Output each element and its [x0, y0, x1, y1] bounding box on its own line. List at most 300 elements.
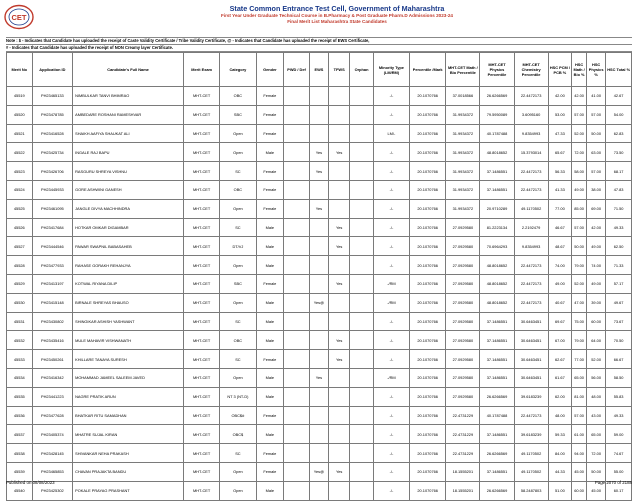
table-cell: Yes@: [309, 293, 328, 312]
table-cell: PH23477933: [32, 256, 73, 275]
table-cell: 47.00: [572, 293, 587, 312]
table-cell: Open: [220, 368, 256, 387]
table-cell: 20.1070766: [410, 444, 446, 463]
table-cell: 65.67: [548, 143, 571, 162]
table-cell: MHT-CET: [184, 481, 220, 500]
table-cell: -/-: [373, 237, 409, 256]
table-cell: -/-: [373, 425, 409, 444]
table-cell: Female: [256, 444, 284, 463]
table-cell: 64.00: [587, 331, 606, 350]
table-cell: 60.00: [587, 312, 606, 331]
table-cell: 42.00: [548, 87, 571, 106]
table-cell: 49.00: [548, 274, 571, 293]
table-cell: 73.50: [606, 143, 632, 162]
table-cell: [329, 387, 350, 406]
table-cell: -/-: [373, 406, 409, 425]
column-header: Gender: [256, 53, 284, 87]
table-row: [7, 444, 632, 463]
table-cell: 79.5950089: [480, 105, 514, 124]
table-cell: 45519: [7, 87, 33, 106]
header-title: State Common Entrance Test Cell, Government of Maharashtra: [229, 4, 445, 13]
table-cell: 45525: [7, 199, 33, 218]
table-cell: 74.67: [606, 444, 632, 463]
table-cell: Yes: [329, 274, 350, 293]
table-cell: [329, 406, 350, 425]
table-cell: [329, 124, 350, 143]
table-cell: -/-: [373, 312, 409, 331]
table-cell: 61.00: [572, 425, 587, 444]
table-cell: 57.00: [587, 162, 606, 181]
table-cell: MHT-CET: [184, 237, 220, 256]
table-cell: -/-: [373, 143, 409, 162]
table-cell: MHT-CET: [184, 312, 220, 331]
table-cell: 45523: [7, 162, 33, 181]
table-cell: MHT-CET: [184, 143, 220, 162]
table-cell: PH23445933: [32, 180, 73, 199]
table-cell: KOTWAL RIYANA DILIP: [73, 274, 184, 293]
notes-block: [6, 37, 632, 52]
table-cell: 26.6266569: [480, 387, 514, 406]
table-cell: Yes: [309, 143, 328, 162]
table-cell: [350, 350, 373, 369]
column-header: Application ID: [32, 53, 73, 87]
table-cell: [309, 331, 328, 350]
table-cell: NIMBULKAR TANVI BHIMRAO: [73, 87, 184, 106]
table-cell: 49.1170502: [514, 199, 548, 218]
table-cell: -/-: [373, 180, 409, 199]
table-cell: CHAVAN PRAJAKTA BANDU: [73, 462, 184, 481]
table-cell: 63.00: [587, 143, 606, 162]
table-cell: Yes: [329, 331, 350, 350]
table-cell: [284, 180, 310, 199]
table-cell: [284, 331, 310, 350]
table-row: [7, 105, 632, 124]
table-cell: 3.6095160: [514, 105, 548, 124]
table-cell: 20.1070766: [410, 350, 446, 369]
table-cell: 46.67: [548, 218, 571, 237]
table-cell: Yes: [329, 237, 350, 256]
table-cell: 45520: [7, 105, 33, 124]
table-cell: [350, 180, 373, 199]
table-cell: -/-: [373, 256, 409, 275]
table-cell: PH23450261: [32, 350, 73, 369]
table-cell: [284, 425, 310, 444]
table-cell: 45.00: [572, 462, 587, 481]
table-cell: 37.0018566: [446, 87, 480, 106]
table-cell: 37.1486551: [480, 162, 514, 181]
table-cell: [350, 312, 373, 331]
column-header: Category: [220, 53, 256, 87]
table-cell: MOHAMMAD JAMEEL SALEEM JAVED: [73, 368, 184, 387]
table-cell: [350, 199, 373, 218]
table-cell: SBC: [220, 105, 256, 124]
table-cell: [309, 256, 328, 275]
table-cell: OBC$: [220, 425, 256, 444]
table-cell: [284, 293, 310, 312]
table-cell: 20.1070766: [410, 368, 446, 387]
table-cell: [309, 274, 328, 293]
table-row: [7, 293, 632, 312]
table-cell: Female: [256, 105, 284, 124]
table-cell: SHAIKH AAFIYA SHAUKAT ALI: [73, 124, 184, 143]
table-cell: MHT-CET: [184, 180, 220, 199]
table-row: [7, 387, 632, 406]
table-cell: Yes: [329, 350, 350, 369]
table-cell: [329, 293, 350, 312]
table-cell: 22.4472173: [514, 162, 548, 181]
table-cell: 20.1070766: [410, 406, 446, 425]
table-cell: 62.00: [548, 387, 571, 406]
table-cell: 22.4472173: [514, 274, 548, 293]
table-cell: 85.00: [572, 199, 587, 218]
table-cell: 37.1486551: [480, 350, 514, 369]
table-cell: INGALE RAJ BAPU: [73, 143, 184, 162]
table-cell: Male: [256, 331, 284, 350]
table-cell: 49.67: [606, 293, 632, 312]
table-cell: 81.00: [572, 387, 587, 406]
table-cell: [309, 406, 328, 425]
table-cell: Female: [256, 87, 284, 106]
table-cell: Yes: [329, 462, 350, 481]
table-cell: -/-: [373, 481, 409, 500]
table-cell: HOTKAR OMKAR DIGAMBAR: [73, 218, 184, 237]
table-cell: 22.4472173: [514, 406, 548, 425]
table-cell: 45522: [7, 143, 33, 162]
table-cell: MHT-CET: [184, 406, 220, 425]
table-cell: Male: [256, 293, 284, 312]
table-cell: 37.1486551: [480, 331, 514, 350]
table-cell: MHT-CET: [184, 124, 220, 143]
table-cell: Open: [220, 481, 256, 500]
table-cell: 54.00: [606, 105, 632, 124]
table-cell: Female: [256, 406, 284, 425]
table-cell: 45539: [7, 462, 33, 481]
table-cell: 20.1070766: [410, 293, 446, 312]
table-cell: 58.50: [606, 368, 632, 387]
table-cell: [350, 481, 373, 500]
table-cell: MHT-CET: [184, 218, 220, 237]
table-cell: Female: [256, 124, 284, 143]
table-cell: 27.0929580: [446, 256, 480, 275]
table-cell: Yes: [309, 199, 328, 218]
table-row: [7, 368, 632, 387]
table-cell: 20.1070766: [410, 199, 446, 218]
table-cell: Open: [220, 293, 256, 312]
table-cell: [350, 218, 373, 237]
table-cell: 20.1070766: [410, 180, 446, 199]
table-cell: 9.8354993: [514, 124, 548, 143]
column-header: MHT-CET Physics Percentile: [480, 53, 514, 87]
table-cell: 31.9934372: [446, 162, 480, 181]
table-cell: -/-: [373, 462, 409, 481]
column-header: TFWS: [329, 53, 350, 87]
table-cell: RASGURU SHREYA VISHNU: [73, 162, 184, 181]
table-cell: 48.00: [587, 387, 606, 406]
table-cell: MHT-CET: [184, 350, 220, 369]
table-cell: 27.0929580: [446, 331, 480, 350]
table-cell: [350, 293, 373, 312]
table-cell: Male: [256, 387, 284, 406]
table-row: [7, 87, 632, 106]
table-cell: [284, 256, 310, 275]
table-cell: 59.33: [548, 425, 571, 444]
table-cell: 20.1070766: [410, 274, 446, 293]
table-cell: 20.1070766: [410, 218, 446, 237]
table-cell: MHT-CET: [184, 105, 220, 124]
table-cell: 27.0929580: [446, 274, 480, 293]
table-cell: 94.00: [572, 444, 587, 463]
column-header: PWD / Def: [284, 53, 310, 87]
table-cell: 72.00: [572, 143, 587, 162]
table-cell: 45530: [7, 293, 33, 312]
table-cell: Open: [220, 462, 256, 481]
table-cell: MHT-CET: [184, 444, 220, 463]
table-cell: 74.00: [587, 256, 606, 275]
table-cell: 72.00: [587, 444, 606, 463]
table-cell: [284, 387, 310, 406]
table-cell: 45537: [7, 425, 33, 444]
table-cell: 27.0929580: [446, 218, 480, 237]
table-cell: 48.8018652: [480, 274, 514, 293]
table-cell: [284, 218, 310, 237]
table-cell: PH23465133: [32, 87, 73, 106]
table-cell: 20.1070766: [410, 331, 446, 350]
table-cell: 50.00: [587, 124, 606, 143]
table-cell: 22.4472173: [514, 87, 548, 106]
table-cell: 22.4731229: [446, 425, 480, 444]
table-cell: -/-: [373, 199, 409, 218]
table-cell: [284, 481, 310, 500]
table-cell: PH23405374: [32, 425, 73, 444]
table-row: [7, 256, 632, 275]
table-cell: 30.6463451: [514, 368, 548, 387]
table-cell: 30.6463451: [514, 350, 548, 369]
table-cell: MHT-CET: [184, 274, 220, 293]
table-cell: 26.6266569: [480, 481, 514, 500]
table-cell: 49.00: [587, 274, 606, 293]
table-cell: 48.8018652: [480, 256, 514, 275]
table-row: [7, 162, 632, 181]
table-cell: 20.1070766: [410, 312, 446, 331]
table-cell: -/-: [373, 331, 409, 350]
table-cell: 60.17: [606, 481, 632, 500]
table-cell: 31.9934372: [446, 199, 480, 218]
table-row: [7, 481, 632, 500]
table-cell: Female: [256, 199, 284, 218]
table-cell: 58.2487803: [514, 481, 548, 500]
table-cell: [284, 162, 310, 181]
column-header: HSC PCM / PCB %: [548, 53, 571, 87]
table-cell: KHILLARE TANAYA SURESH: [73, 350, 184, 369]
table-cell: [309, 124, 328, 143]
note-line: Note : $ - Indicates that Candidate has uploaded the receipt of Caste Validity Certificate / Tribe Validity Certificate, @ - Indicates that Candidate has uploaded the receipt of EWS Certificate,: [6, 37, 632, 44]
table-cell: [309, 481, 328, 500]
table-cell: 52.00: [587, 350, 606, 369]
table-cell: NT 3 (NT-D): [220, 387, 256, 406]
table-cell: [284, 444, 310, 463]
table-cell: Open: [220, 124, 256, 143]
table-cell: [309, 237, 328, 256]
table-cell: [329, 368, 350, 387]
table-cell: 20.9710289: [480, 199, 514, 218]
table-cell: MHATRE SUJAL KIRAN: [73, 425, 184, 444]
table-cell: JANGLE DIVYA MACHHINDRA: [73, 199, 184, 218]
table-cell: 75.00: [572, 312, 587, 331]
table-cell: PH23425734: [32, 143, 73, 162]
table-cell: 58.00: [572, 162, 587, 181]
column-header: Percentile /Mark: [410, 53, 446, 87]
table-cell: 71.33: [606, 256, 632, 275]
table-cell: 49.1170502: [514, 444, 548, 463]
table-cell: 15.3793014: [514, 143, 548, 162]
table-cell: -/-: [373, 387, 409, 406]
table-cell: MHT-CET: [184, 256, 220, 275]
table-cell: NAGRE PRATIK ARUN: [73, 387, 184, 406]
table-cell: -/RM: [373, 274, 409, 293]
table-cell: 65.00: [587, 425, 606, 444]
table-cell: 51.00: [548, 481, 571, 500]
table-cell: 20.1070766: [410, 481, 446, 500]
table-row: [7, 406, 632, 425]
table-cell: 27.0929580: [446, 350, 480, 369]
table-cell: BIRNALE SHREYAS BHAUSO: [73, 293, 184, 312]
table-cell: Yes@: [309, 462, 328, 481]
table-cell: SC: [220, 350, 256, 369]
table-cell: SC: [220, 312, 256, 331]
table-cell: 81.2223134: [480, 218, 514, 237]
table-cell: [329, 199, 350, 218]
table-cell: 62.83: [606, 124, 632, 143]
table-cell: 37.1486551: [480, 312, 514, 331]
table-cell: MHT-CET: [184, 162, 220, 181]
table-cell: 45521: [7, 124, 33, 143]
table-cell: 45536: [7, 406, 33, 425]
table-cell: 27.0929580: [446, 237, 480, 256]
table-cell: 37.1486551: [480, 180, 514, 199]
table-cell: PH23426706: [32, 162, 73, 181]
table-cell: SC: [220, 444, 256, 463]
table-cell: PH23416528: [32, 124, 73, 143]
table-cell: 20.1070766: [410, 462, 446, 481]
table-cell: 37.1486551: [480, 462, 514, 481]
column-header: HSC Math / Bio %: [572, 53, 587, 87]
table-cell: DT/VJ: [220, 237, 256, 256]
table-cell: PH23413197: [32, 274, 73, 293]
table-cell: PH23416342: [32, 368, 73, 387]
table-cell: PH23425302: [32, 481, 73, 500]
table-cell: 20.1070766: [410, 143, 446, 162]
table-cell: [329, 105, 350, 124]
table-cell: 20.1070766: [410, 425, 446, 444]
table-cell: 20.1070766: [410, 162, 446, 181]
table-cell: 70.50: [606, 331, 632, 350]
table-cell: 65.00: [572, 368, 587, 387]
table-cell: 9.8354993: [514, 237, 548, 256]
table-cell: 18.1555201: [446, 462, 480, 481]
table-cell: Male: [256, 312, 284, 331]
table-cell: Open: [220, 199, 256, 218]
table-row: [7, 331, 632, 350]
header-list-title: Final Merit List Maharashtra State Candidates: [287, 19, 387, 24]
table-cell: 49.00: [572, 180, 587, 199]
table-cell: 22.4472173: [514, 180, 548, 199]
table-cell: [284, 143, 310, 162]
table-cell: 77.00: [572, 350, 587, 369]
table-cell: PH23430802: [32, 312, 73, 331]
table-cell: PH23478785: [32, 105, 73, 124]
table-cell: [284, 368, 310, 387]
table-cell: 70.6964293: [480, 237, 514, 256]
table-cell: [309, 218, 328, 237]
table-cell: SHIVANKAR NEHA PRAKASH: [73, 444, 184, 463]
table-cell: 56.00: [587, 368, 606, 387]
table-cell: 45528: [7, 256, 33, 275]
table-cell: [284, 406, 310, 425]
table-cell: OBC: [220, 180, 256, 199]
table-cell: Male: [256, 256, 284, 275]
table-cell: 84.00: [548, 444, 571, 463]
table-cell: 43.00: [587, 406, 606, 425]
table-cell: 52.00: [572, 124, 587, 143]
table-cell: MHT-CET: [184, 425, 220, 444]
note-line: # - Indicates that Candidate has uploaded the receipt of NON Creamy layer Certificate.: [6, 44, 632, 52]
table-cell: 56.33: [548, 162, 571, 181]
table-cell: 31.9934372: [446, 143, 480, 162]
table-cell: MHT-CET: [184, 462, 220, 481]
table-cell: 40.67: [548, 293, 571, 312]
table-cell: 31.9934372: [446, 105, 480, 124]
table-cell: SC: [220, 218, 256, 237]
table-cell: 49.33: [606, 218, 632, 237]
table-cell: [329, 180, 350, 199]
table-cell: [284, 199, 310, 218]
table-cell: 22.4472173: [514, 293, 548, 312]
table-cell: Male: [256, 143, 284, 162]
table-cell: PH23444546: [32, 237, 73, 256]
table-cell: 20.1070766: [410, 237, 446, 256]
table-cell: 57.17: [606, 274, 632, 293]
table-cell: 31.9934372: [446, 180, 480, 199]
table-cell: 45527: [7, 237, 33, 256]
table-cell: Male: [256, 481, 284, 500]
page-number: Page 2070 of 2188: [594, 480, 632, 485]
table-cell: 41.00: [587, 87, 606, 106]
table-cell: [309, 350, 328, 369]
table-cell: 39.00: [587, 293, 606, 312]
table-row: [7, 312, 632, 331]
table-cell: 45529: [7, 274, 33, 293]
table-cell: 27.0929580: [446, 312, 480, 331]
table-cell: [329, 481, 350, 500]
column-header: MHT-CET Chemistry Percentile: [514, 53, 548, 87]
table-cell: 41.33: [548, 180, 571, 199]
table-cell: 45533: [7, 350, 33, 369]
table-cell: 27.0929580: [446, 387, 480, 406]
table-cell: [284, 274, 310, 293]
table-cell: [329, 312, 350, 331]
table-cell: [284, 350, 310, 369]
table-row: [7, 199, 632, 218]
table-cell: Open: [220, 143, 256, 162]
table-cell: 30.6463451: [514, 331, 548, 350]
table-cell: [309, 180, 328, 199]
table-cell: -/-: [373, 350, 409, 369]
table-row: [7, 143, 632, 162]
table-cell: [329, 444, 350, 463]
table-cell: RAHASE GORAKH REHANJYA: [73, 256, 184, 275]
table-cell: 18.1555201: [446, 481, 480, 500]
table-cell: [329, 425, 350, 444]
